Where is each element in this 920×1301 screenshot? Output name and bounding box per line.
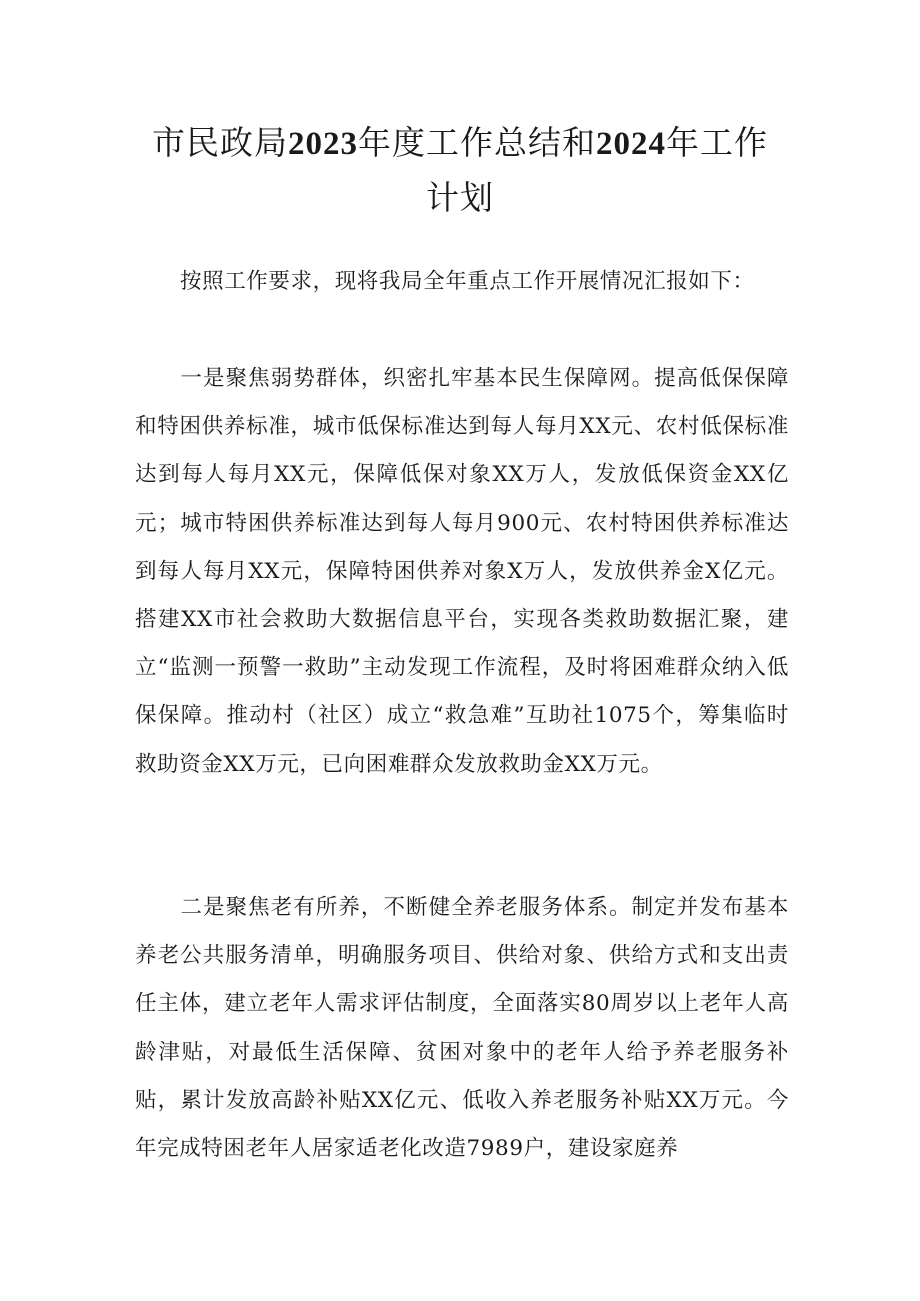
title-suffix: 年工作: [666, 123, 768, 162]
paragraph-2: [135, 884, 789, 1173]
title-line-2: 计划: [426, 178, 494, 217]
document-title: [120, 116, 800, 225]
title-year-2023: 2023: [288, 126, 358, 162]
paragraph-1: [135, 355, 789, 789]
title-middle: 年度工作总结和: [358, 123, 596, 162]
title-year-2024: 2024: [596, 126, 666, 162]
paragraph-1-text: 一是聚焦弱势群体，织密扎牢基本民生保障网。提高低保保障和特困供养标准，城市低保标准达到每人每月XX元、农村低保标准达到每人每月XX元，保障低保对象XX万人，发放低保资金XX亿元；城市特困供养标准达到每人每月900元、农村特困供养标准达到每人每月XX元，保障特困供养对象X万人，发放供养金X亿元。搭建XX市社会救助大数据信息平台，实现各类救助数据汇聚，建立“监测一预警一救助”主动发现工作流程，及时将困难群众纳入低保保障。推动村（社区）成立“救急难”互助社1075个，筹集临时救助资金XX万元，已向困难群众发放救助金XX万元。: [135, 366, 789, 777]
intro-paragraph: 按照工作要求，现将我局全年重点工作开展情况汇报如下：: [180, 269, 755, 294]
title-line-1: [120, 116, 800, 171]
paragraph-2-text: 二是聚焦老有所养，不断健全养老服务体系。制定并发布基本养老公共服务清单，明确服务项目、供给对象、供给方式和支出责任主体，建立老年人需求评估制度，全面落实80周岁以上老年人高龄津贴，对最低生活保障、贫困对象中的老年人给予养老服务补贴，累计发放高龄补贴XX亿元、低收入养老服务补贴XX万元。今年完成特困老年人居家适老化改造7989户，建设家庭养: [135, 895, 789, 1162]
title-prefix: 市民政局: [152, 123, 288, 162]
